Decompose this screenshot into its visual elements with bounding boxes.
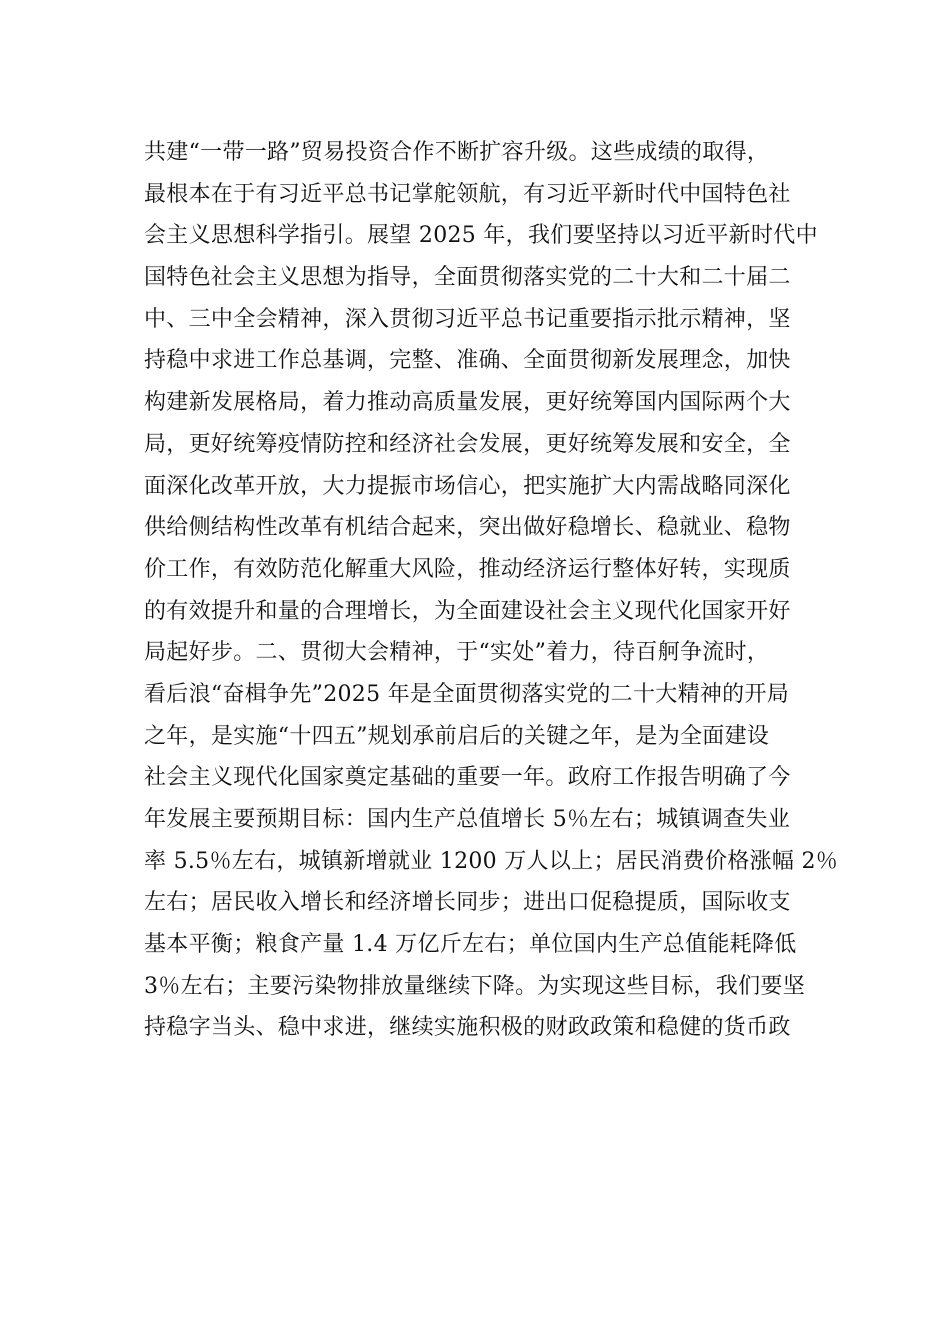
text-line: 局，更好统筹疫情防控和经济社会发展，更好统筹发展和安全，全 — [144, 431, 791, 457]
text-line: 价工作，有效防范化解重大风险，推动经济运行整体好转，实现质 — [144, 556, 791, 582]
text-line: 持稳中求进工作总基调，完整、准确、全面贯彻新发展理念，加快 — [144, 348, 791, 374]
text-line: 中、三中全会精神，深入贯彻习近平总书记重要指示批示精神，坚 — [144, 306, 791, 332]
text-line: 之年，是实施“十四五”规划承前启后的关键之年，是为全面建设 — [144, 723, 770, 749]
text-line: 3％左右；主要污染物排放量继续下降。为实现这些目标，我们要坚 — [144, 973, 805, 999]
text-line: 会主义思想科学指引。展望 2025 年，我们要坚持以习近平新时代中 — [144, 223, 818, 249]
text-line: 持稳字当头、稳中求进，继续实施积极的财政政策和稳健的货币政 — [144, 1015, 791, 1041]
text-line: 供给侧结构性改革有机结合起来，突出做好稳增长、稳就业、稳物 — [144, 515, 791, 541]
text-line: 面深化改革开放，大力提振市场信心，把实施扩大内需战略同深化 — [144, 473, 791, 499]
text-line: 左右；居民收入增长和经济增长同步；进出口促稳提质，国际收支 — [144, 890, 791, 916]
text-line: 率 5.5％左右，城镇新增就业 1200 万人以上；居民消费价格涨幅 2％ — [144, 848, 839, 874]
text-line: 看后浪“奋楫争先”2025 年是全面贯彻落实党的二十大精神的开局 — [144, 681, 790, 707]
text-line: 国特色社会主义思想为指导，全面贯彻落实党的二十大和二十届二 — [144, 265, 791, 291]
text-line: 社会主义现代化国家奠定基础的重要一年。政府工作报告明确了今 — [144, 765, 791, 791]
text-line: 共建“一带一路”贸易投资合作不断扩容升级。这些成绩的取得， — [144, 140, 770, 165]
text-line: 局起好步。二、贯彻大会精神，于“实处”着力，待百舸争流时， — [144, 640, 770, 666]
text-line: 基本平衡；粮食产量 1.4 万亿斤左右；单位国内生产总值能耗降低 — [144, 932, 797, 958]
text-line: 最根本在于有习近平总书记掌舵领航，有习近平新时代中国特色社 — [144, 181, 791, 207]
body-text — [144, 132, 839, 1049]
text-line: 的有效提升和量的合理增长，为全面建设社会主义现代化国家开好 — [144, 598, 791, 624]
text-line: 构建新发展格局，着力推动高质量发展，更好统筹国内国际两个大 — [144, 390, 791, 416]
text-line: 年发展主要预期目标：国内生产总值增长 5％左右；城镇调查失业 — [144, 807, 790, 832]
